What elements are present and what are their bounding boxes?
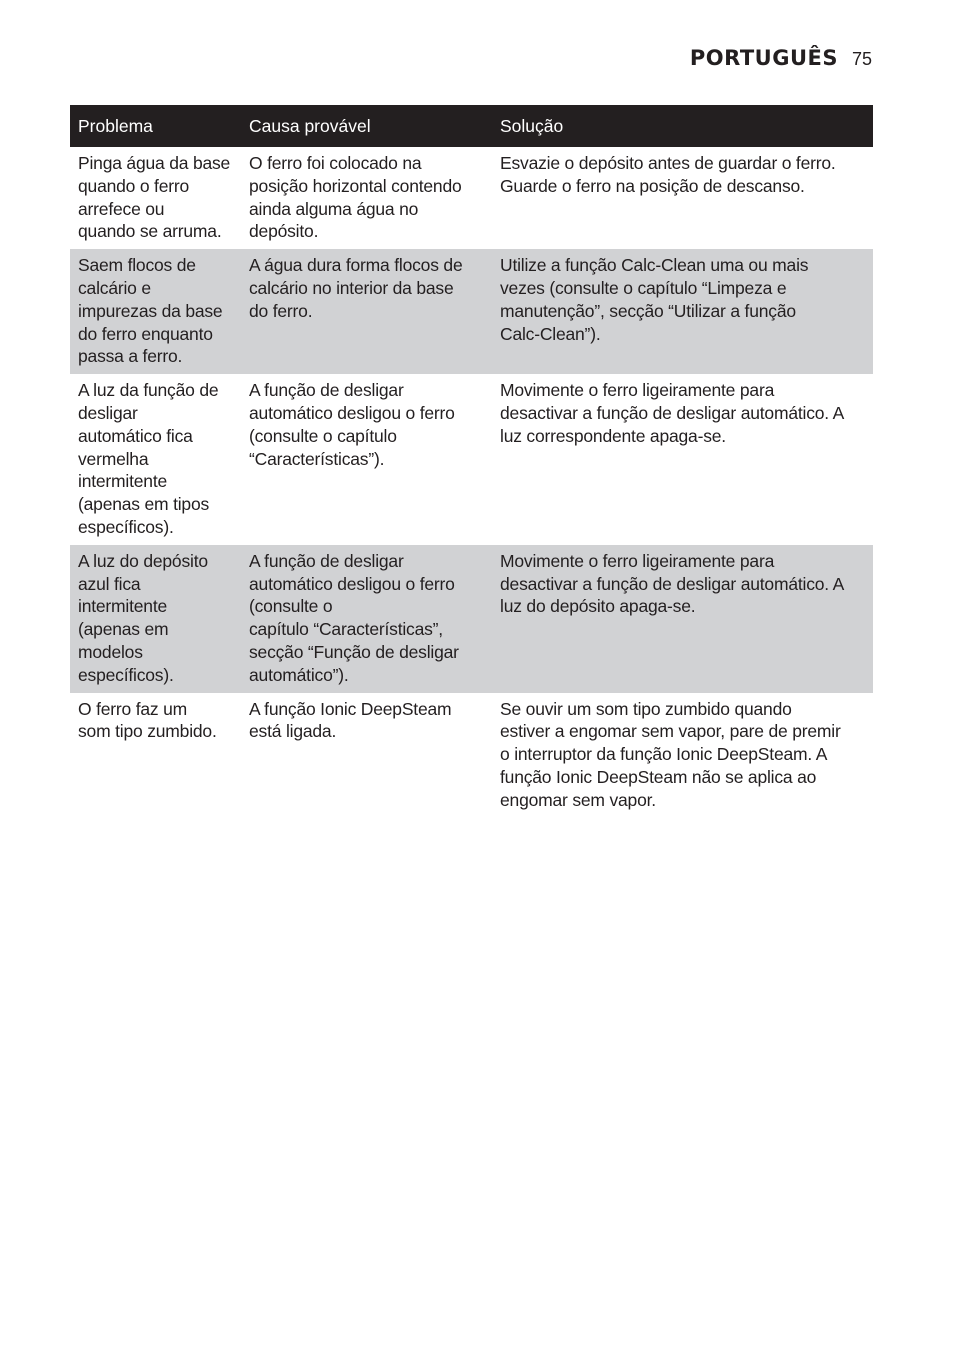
table-body [70, 147, 873, 818]
cause-text-line: secção “Função de desligar [249, 641, 459, 662]
cause-text-line: A função Ionic DeepSteam [249, 698, 452, 719]
table-row [70, 693, 873, 818]
problem-text-line: A luz da função de [78, 380, 219, 401]
solution-text-line: estiver a engomar sem vapor, pare de premir [500, 721, 841, 742]
cause-text-line: automático desligou o ferro [249, 402, 455, 423]
cause-cell [241, 545, 492, 693]
problem-text-line: calcário e [78, 277, 151, 298]
solution-text-line: luz do depósito apaga-se. [500, 596, 696, 617]
problem-text-line: desligar [78, 402, 138, 423]
problem-text-line: Saem flocos de [78, 255, 196, 276]
cause-cell [241, 249, 492, 374]
table-row [70, 545, 873, 693]
cause-cell [241, 147, 492, 249]
solution-text-line: desactivar a função de desligar automático. A [500, 573, 845, 594]
problem-text-line: arrefece ou [78, 198, 165, 219]
problem-text-line: específicos). [78, 664, 174, 685]
problem-text-line: (apenas em tipos [78, 494, 210, 515]
cause-text-line: “Características”). [249, 448, 385, 469]
cause-cell [241, 693, 492, 818]
solution-text-line: engomar sem vapor. [500, 789, 656, 810]
problem-text-line: quando o ferro [78, 175, 190, 196]
cause-text-line: ainda alguma água no [249, 198, 419, 219]
problem-text-line: azul fica [78, 573, 141, 594]
problem-cell [70, 374, 241, 545]
problem-text-line: específicos). [78, 516, 174, 537]
problem-text-line: do ferro enquanto [78, 323, 213, 344]
table-row [70, 147, 873, 249]
page-header [690, 46, 872, 70]
header-problem: Problema [70, 105, 241, 147]
cause-text-line: A função de desligar [249, 380, 404, 401]
problem-text-line: (apenas em [78, 619, 169, 640]
problem-text-line: passa a ferro. [78, 346, 183, 367]
cause-cell [241, 374, 492, 545]
table-header-row [70, 105, 873, 147]
solution-text-line: Se ouvir um som tipo zumbido quando [500, 698, 792, 719]
table-row [70, 374, 873, 545]
cause-text-line: depósito. [249, 221, 319, 242]
cause-text-line: automático desligou o ferro [249, 573, 455, 594]
solution-text-line: manutenção”, secção “Utilizar a função [500, 300, 796, 321]
solution-text-line: o interruptor da função Ionic DeepSteam. A [500, 744, 828, 765]
solution-text-line: desactivar a função de desligar automático. A [500, 402, 845, 423]
cause-text-line: (consulte o capítulo [249, 425, 397, 446]
page-number: 75 [851, 49, 872, 69]
header-solution: Solução [492, 105, 873, 147]
problem-text-line: intermitente [78, 471, 168, 492]
problem-text-line: modelos [78, 641, 143, 662]
section-language-title: PORTUGUÊS [689, 46, 838, 70]
problem-text-line: quando se arruma. [78, 221, 222, 242]
cause-text-line: A função de desligar [249, 550, 404, 571]
problem-text-line: Pinga água da base [78, 153, 231, 173]
solution-text-line: Utilize a função Calc-Clean uma ou mais [500, 255, 809, 276]
cause-text-line: do ferro. [249, 300, 313, 321]
solution-text-line: Esvazie o depósito antes de guardar o ferro. [500, 153, 836, 173]
cause-text-line: (consulte o [249, 596, 333, 617]
cause-text-line: posição horizontal contendo [249, 175, 462, 196]
problem-text-line: impurezas da base [78, 300, 223, 321]
problem-cell [70, 545, 241, 693]
solution-text-line: Calc-Clean”). [500, 323, 601, 344]
cause-text-line: O ferro foi colocado na [249, 153, 422, 173]
troubleshooting-table [70, 105, 873, 818]
cause-text-line: calcário no interior da base [249, 277, 454, 298]
problem-text-line: som tipo zumbido. [78, 721, 217, 742]
solution-text-line: luz correspondente apaga-se. [500, 425, 726, 446]
solution-text-line: função Ionic DeepSteam não se aplica ao [500, 766, 817, 787]
solution-cell [492, 545, 873, 693]
problem-text-line: automático fica [78, 425, 193, 446]
problem-text-line: vermelha [78, 448, 149, 469]
solution-cell [492, 147, 873, 249]
cause-text-line: automático”). [249, 664, 349, 685]
problem-text-line: A luz do depósito [78, 550, 208, 571]
cause-text-line: capítulo “Características”, [249, 619, 443, 640]
cause-text-line: está ligada. [249, 721, 337, 742]
problem-text-line: O ferro faz um [78, 698, 188, 719]
solution-text-line: Guarde o ferro na posição de descanso. [500, 175, 805, 196]
solution-cell [492, 374, 873, 545]
header-cause: Causa provável [241, 105, 492, 147]
solution-text-line: Movimente o ferro ligeiramente para [500, 380, 775, 401]
problem-cell [70, 693, 241, 818]
solution-text-line: Movimente o ferro ligeiramente para [500, 550, 775, 571]
solution-text-line: vezes (consulte o capítulo “Limpeza e [500, 277, 787, 298]
problem-text-line: intermitente [78, 596, 168, 617]
table-row [70, 249, 873, 374]
problem-cell [70, 249, 241, 374]
solution-cell [492, 249, 873, 374]
solution-cell [492, 693, 873, 818]
problem-cell [70, 147, 241, 249]
cause-text-line: A água dura forma flocos de [249, 255, 463, 276]
